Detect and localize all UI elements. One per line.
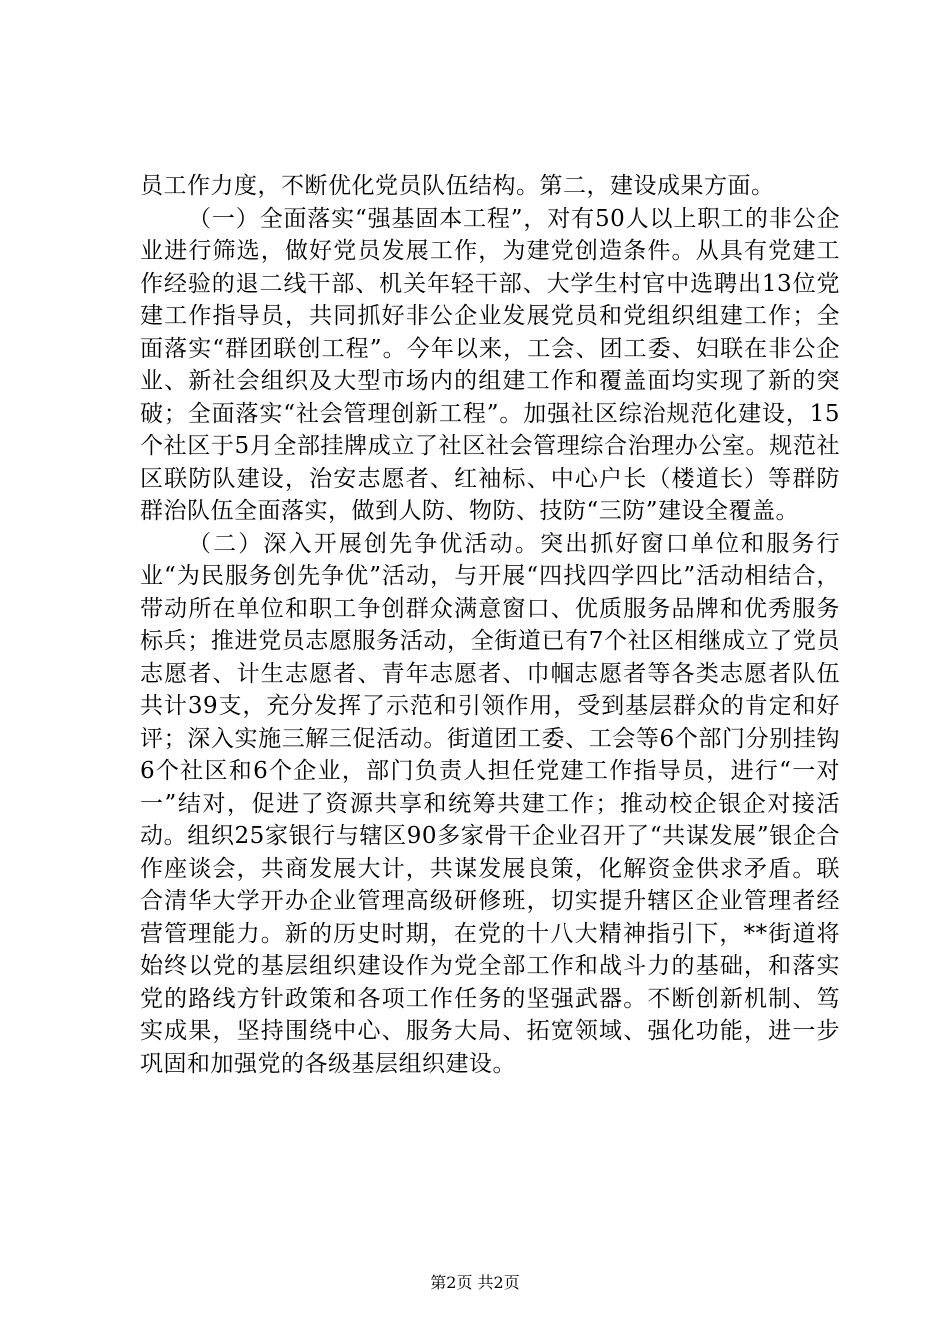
paragraph-section-two: （二）深入开展创先争优活动。突出抓好窗口单位和服务行业“为民服务创先争优”活动，与开展“四找四学四比”活动相结合，带动所在单位和职工争创群众满意窗口、优质服务品牌和优秀服务标兵；推进党员志愿服务活动，全街道已有7个社区相继成立了党员志愿者、计生志愿者、青年志愿者、巾帼志愿者等各类志愿者队伍共计39支，充分发挥了示范和引领作用，受到基层群众的肯定和好评；深入实施三解三促活动。街道团工委、工会等6个部门分别挂钩6个社区和6个企业，部门负责人担任党建工作指导员，进行“一对一”结对，促进了资源共享和统筹共建工作；推动校企银企对接活动。组织25家银行与辖区90多家骨干企业召开了“共谋发展”银企合作座谈会，共商发展大计，共谋发展良策，化解资金供求矛盾。联合清华大学开办企业管理高级研修班，切实提升辖区企业管理者经营管理能力。新的历史时期，在党的十八大精神指引下，**街道将始终以党的基层组织建设作为党全部工作和战斗力的基础，和落实党的路线方针政策和各项工作任务的坚强武器。不断创新机制、笃实成果，坚持围绕中心、服务大局、拓宽领域、强化功能，进一步巩固和加强党的各级基层组织建设。 (140, 530, 840, 1077)
paragraph-continuation: 员工作力度，不断优化党员队伍结构。第二，建设成果方面。 (140, 173, 775, 199)
document-body (140, 170, 840, 1080)
page-number: 第2页 共2页 (430, 1273, 520, 1292)
page-footer (0, 1270, 950, 1293)
paragraph-section-one: （一）全面落实“强基固本工程”，对有50人以上职工的非公企业进行筛选，做好党员发展工作，为建党创造条件。从具有党建工作经验的退二线干部、机关年轻干部、大学生村官中选聘出13位党建工作指导员，共同抓好非公企业发展党员和党组织组建工作；全面落实“群团联创工程”。今年以来，工会、团工委、妇联在非公企业、新社会组织及大型市场内的组建工作和覆盖面均实现了新的突破；全面落实“社会管理创新工程”。加强社区综治规范化建设，15个社区于5月全部挂牌成立了社区社会管理综合治理办公室。规范社区联防队建设，治安志愿者、红袖标、中心户长（楼道长）等群防群治队伍全面落实，做到人防、物防、技防“三防”建设全覆盖。 (140, 205, 840, 524)
